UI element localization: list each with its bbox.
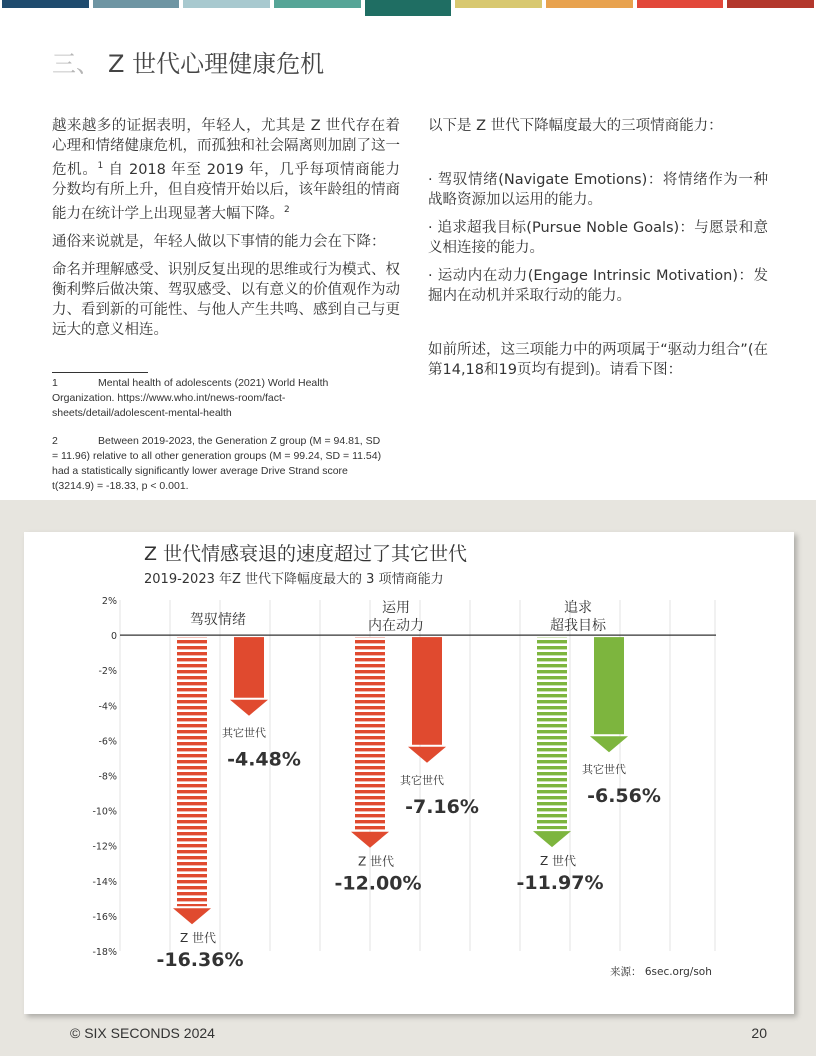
top-color-bar xyxy=(0,0,816,16)
footnote-2-text: Between 2019-2023, the Generation Z group (M = 94.81, SD = 11.96) relative to all other generation groups (M = 99.24, SD = 11.54) had a statistically significantly lower average Drive Strand score t(3214.9) = -18.33, p < 0.001. xyxy=(52,435,382,492)
bar xyxy=(594,637,624,734)
bar xyxy=(537,637,567,829)
section-title-text: Z 世代心理健康危机 xyxy=(108,50,325,78)
left-column xyxy=(52,116,400,348)
section-title xyxy=(52,44,324,79)
top-bar-segment xyxy=(365,0,452,16)
paragraph-2: 通俗来说就是，年轻人做以下事情的能力会在下降： xyxy=(52,233,386,250)
footnote-rule xyxy=(52,372,148,373)
bullet-intrinsic-motivation: · 运动内在动力(Engage Intrinsic Motivation)：发掘内在动机并采取行动的能力。 xyxy=(428,268,768,304)
value-label: -4.48% xyxy=(227,748,301,771)
bar-arrow xyxy=(230,700,268,716)
footnote-1-number: 1 xyxy=(52,377,58,389)
category-label: 超我目标 xyxy=(550,618,606,634)
chart xyxy=(24,532,794,1014)
category-label: 追求 xyxy=(564,600,592,616)
bar-arrow xyxy=(408,747,446,763)
footnote-2 xyxy=(52,434,386,494)
top-bar-segment xyxy=(274,0,361,8)
y-tick-label: -6% xyxy=(98,736,117,748)
series-label: Z 世代 xyxy=(539,854,577,869)
section-number: 三、 xyxy=(52,50,100,78)
series-label: 其它世代 xyxy=(222,726,266,740)
series-label: 其它世代 xyxy=(400,773,444,787)
page-number: 20 xyxy=(751,1025,767,1041)
bar-arrow xyxy=(351,832,389,848)
bar xyxy=(412,637,442,745)
series-label: Z 世代 xyxy=(357,854,395,869)
y-tick-label: 0 xyxy=(110,631,117,643)
top-bar-segment xyxy=(183,0,270,8)
y-tick-label: -4% xyxy=(98,701,117,713)
intro-text: 以下是 Z 世代下降幅度最大的三项情商能力： xyxy=(428,118,723,134)
chart-source[interactable]: 来源： 6sec.org/soh xyxy=(610,966,712,978)
y-tick-label: -18% xyxy=(92,947,117,958)
outro-text: 如前所述，这三项能力中的两项属于“驱动力组合”(在第14,18和19页均有提到)。请看下图： xyxy=(428,342,768,378)
bars xyxy=(156,599,660,971)
top-bar-segment xyxy=(727,0,814,8)
category-label: 驾驭情绪 xyxy=(190,612,246,628)
paragraph-3: 命名并理解感受、识别反复出现的思维或行为模式、权衡利弊后做决策、驾驭感受、以有意义的价值观作为动力、看到新的可能性、与他人产生共鸣、感到自己与更远大的意义相连。 xyxy=(52,261,400,338)
footnote-ref-2[interactable]: 2 xyxy=(284,204,290,215)
y-tick-label: -12% xyxy=(92,841,117,853)
top-bar-segment xyxy=(637,0,724,8)
bar xyxy=(177,637,207,906)
value-label: -16.36% xyxy=(156,949,244,972)
value-label: -7.16% xyxy=(405,795,479,818)
top-bar-segment xyxy=(2,0,89,8)
category-label: 运用 xyxy=(382,600,410,616)
right-column xyxy=(428,116,768,388)
bullet-navigate-emotions: · 驾驭情绪(Navigate Emotions)：将情绪作为一种战略资源加以运用的能力。 xyxy=(428,172,768,208)
chart-card xyxy=(24,532,794,1014)
series-label: Z 世代 xyxy=(179,931,217,946)
y-tick-label: -8% xyxy=(98,771,117,783)
paragraph-1-cont: 自 2018 年至 2019 年，几乎每项情商能力分数均有所上升，但自疫情开始以后，该年龄组的情商能力在统计学上出现显著大幅下降。 xyxy=(52,161,400,222)
category-label: 内在动力 xyxy=(368,618,424,634)
top-bar-segment xyxy=(455,0,542,8)
series-label: 其它世代 xyxy=(582,763,626,777)
footer-copyright: © SIX SECONDS 2024 xyxy=(70,1025,215,1041)
value-label: -11.97% xyxy=(516,872,604,895)
value-label: -6.56% xyxy=(587,785,661,808)
y-tick-label: -10% xyxy=(92,806,117,818)
top-bar-segment xyxy=(93,0,180,8)
footnote-1-text: Mental health of adolescents (2021) World Health Organization. https://www.who.int/news-room/fact-sheets/detail/adolescent-mental-health xyxy=(52,377,329,419)
y-tick-label: 2% xyxy=(101,596,117,607)
footnote-2-number: 2 xyxy=(52,435,58,447)
bar xyxy=(355,637,385,830)
footnote-1 xyxy=(52,376,386,421)
value-label: -12.00% xyxy=(334,872,422,895)
bullet-pursue-noble-goals: · 追求超我目标(Pursue Noble Goals)：与愿景和意义相连接的能力。 xyxy=(428,220,768,256)
y-tick-label: -14% xyxy=(92,876,117,888)
bar-arrow xyxy=(533,831,571,847)
bar xyxy=(234,637,264,698)
bar-arrow xyxy=(173,908,211,924)
footnote-ref-1[interactable]: 1 xyxy=(97,161,104,171)
bar-arrow xyxy=(590,736,628,752)
paragraph-1 xyxy=(52,116,400,224)
chart-subtitle: 2019-2023 年Z 世代下降幅度最大的 3 项情商能力 xyxy=(144,572,444,587)
paragraph-1-text: 越来越多的证据表明，年轻人，尤其是 Z 世代存在着心理和情绪健康危机，而孤独和社会隔离则加剧了这一危机。 xyxy=(52,118,400,178)
y-tick-label: -16% xyxy=(92,911,117,923)
chart-title: Z 世代情感衰退的速度超过了其它世代 xyxy=(144,543,468,565)
y-tick-label: -2% xyxy=(98,666,117,678)
top-bar-segment xyxy=(546,0,633,8)
